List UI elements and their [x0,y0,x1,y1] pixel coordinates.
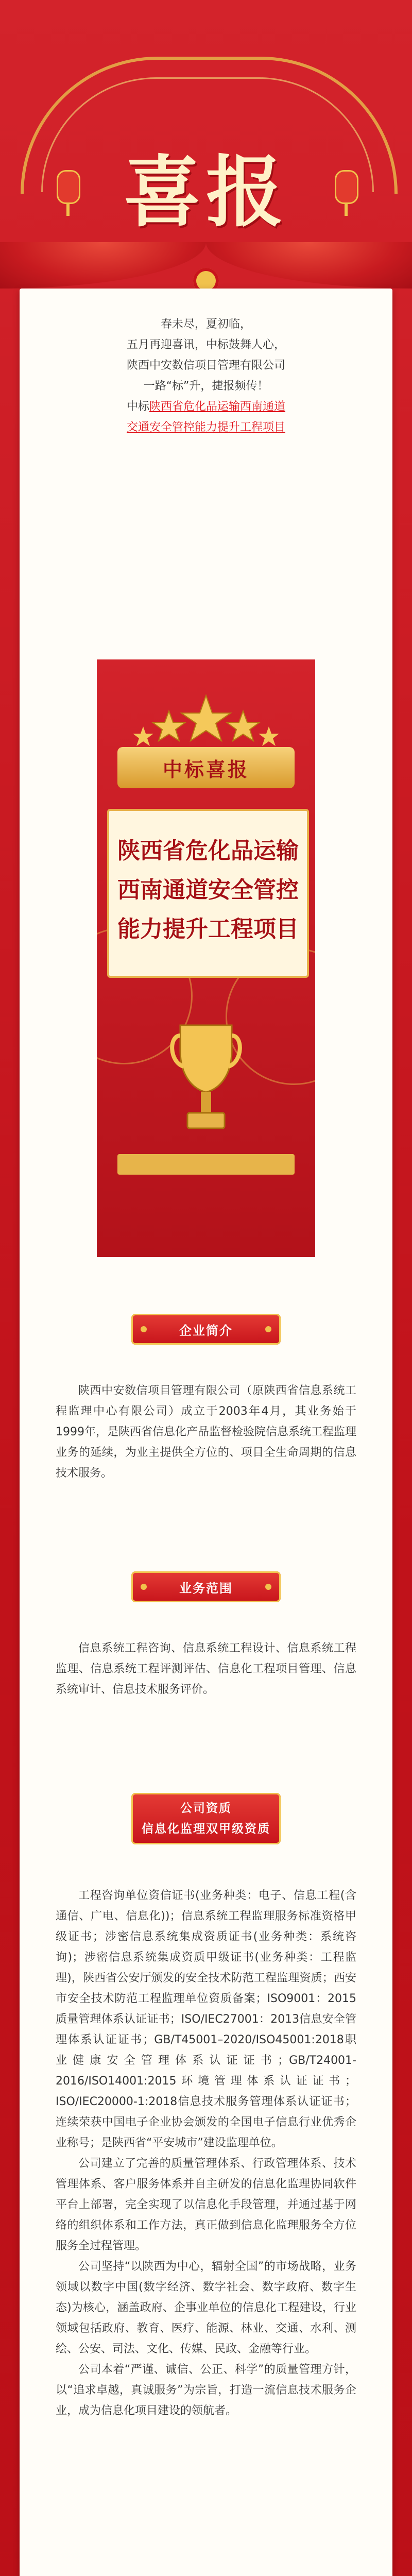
paragraph: 工程咨询单位资信证书(业务种类：电子、信息工程(含通信、广电、信息化))；信息系统工程监理服务标准资格甲级证书；涉密信息系统集成资质证书(业务种类：系统咨询)；涉密信息系统集成资质甲级证书(业务种类：工程监理)，陕西省公安厅颁发的安全技术防范工程监理资质；西安市安全技术防范工程监理单位资质备案；ISO9001：2015质量管理体系认证证书；ISO/IEC27001：2013信息安全管理体系认证证书；GB/T45001–2020/ISO45001:2018职业健康安全管理体系认证证书；GB/T24001-2016/ISO14001:2015环境管理体系认证证书；ISO/IEC20000-1:2018信息技术服务管理体系认证证书；连续荣获中国电子企业协会颁发的全国电子信息行业优秀企业称号；是陕西省“平安城市”建设监理单位。 [56,1889,356,2149]
poster-project-title [109,832,307,949]
intro-line: 一路“标”升，捷报频传！ [143,380,269,393]
scope-text [56,1638,356,1700]
profile-text [56,1381,356,1484]
intro-line: 春未尽，夏初临， [160,318,251,331]
dot-icon [141,1584,147,1590]
poster-ribbon: 中标喜报 [117,747,295,788]
curtain-drape-right [206,242,412,289]
section-subtitle: 信息化监理双甲级资质 [142,1822,270,1836]
lantern-icon [335,170,358,204]
curtain-drape-left [0,242,206,289]
lantern-icon [57,170,80,204]
intro-line: 五月再迎喜讯，中标鼓舞人心， [126,338,285,351]
dot-icon [265,1326,271,1332]
banner [0,0,412,289]
project-name-highlight: 交通安全管控能力提升工程项目 [126,421,285,434]
intro-prefix: 中标 [126,400,149,413]
section-header-profile [131,1314,281,1345]
dot-icon [265,1584,271,1590]
stars-crown-icon [133,690,279,752]
section-header-scope [131,1571,281,1602]
project-name-highlight: 陕西省危化品运输西南通道 [149,400,286,413]
dot-icon [141,1326,147,1332]
poster-line: 陕西省危化品运输 [117,838,299,864]
trophy-base [117,1154,295,1175]
content-paper [20,289,392,2576]
banner-title: 喜报 [123,147,288,238]
paragraph: 信息系统工程咨询、信息系统工程设计、信息系统工程监理、信息系统工程评测评估、信息化工程项目管理、信息系统审计、信息技术服务评价。 [56,1642,356,1696]
section-title: 企业简介 [179,1323,233,1338]
paragraph: 陕西中安数信项目管理有限公司（原陕西省信息系统工程监理中心有限公司）成立于2003年4月，其业务始于1999年，是陕西省信息化产品监督检验院信息系统工程监理业务的延续，为业主提供全方位的、项目全生命周期的信息技术服务。 [56,1384,356,1480]
poster-panel [107,809,309,978]
intro-line-highlight [20,397,392,417]
poster-line: 西南通道安全管控 [117,877,299,903]
award-poster [97,659,315,1257]
poster-line: 能力提升工程项目 [117,916,299,942]
paragraph: 公司本着“严谨、诚信、公正、科学”的质量管理方针，以“追求卓越，真诚服务”为宗旨，打造一流信息技术服务企业，成为信息化项目建设的领航者。 [56,2363,356,2417]
paragraph: 公司坚持“以陕西为中心，辐射全国”的市场战略，业务领域以数字中国(数字经济、数字社会、数字政府、数字生态)为核心，涵盖政府、企事业单位的信息化工程建设，行业领域包括政府、教育、医疗、能源、林业、交通、水利、测绘、公安、司法、文化、传媒、民政、金融等行业。 [56,2260,356,2355]
section-title: 业务范围 [179,1581,233,1596]
banner-title-box [103,134,309,237]
section-header-qualifications [131,1793,281,1844]
trophy-icon [169,1020,243,1133]
intro-block [20,314,392,438]
paragraph: 公司建立了完善的质量管理体系、行政管理体系、技术管理体系、客户服务体系并自主研发的信息化监理协同软件平台上部署，完全实现了以信息化手段管理，并通过基于网络的组织体系和工作方法，真正做到信息化监理服务全方位服务全过程管理。 [56,2157,356,2252]
section-title: 公司资质 [180,1802,232,1815]
qualification-text [56,1886,356,2421]
intro-line: 陕西中安数信项目管理有限公司 [126,359,285,372]
